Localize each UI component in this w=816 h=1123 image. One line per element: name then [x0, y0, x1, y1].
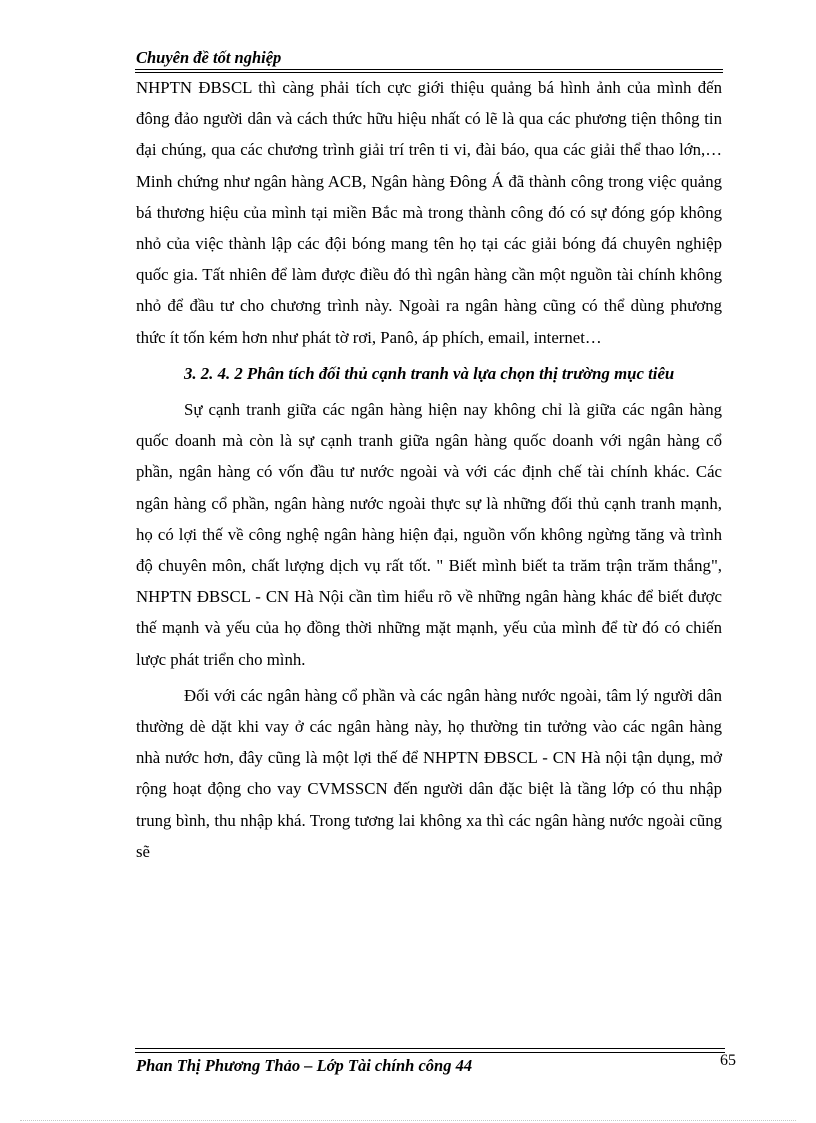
page-bottom-border [20, 1120, 796, 1121]
footer-author: Phan Thị Phương Thảo – Lớp Tài chính công 44 [136, 1056, 473, 1075]
section-heading: 3. 2. 4. 2 Phân tích đối thủ cạnh tranh và lựa chọn thị trường mục tiêu [184, 363, 675, 383]
page-number: 65 [720, 1052, 736, 1069]
body-text [136, 72, 722, 867]
footer-rule [135, 1048, 725, 1049]
header-title: Chuyên đề tốt nghiệp [136, 48, 282, 67]
footer-rule-thin [135, 1052, 725, 1053]
paragraph-2: Sự cạnh tranh giữa các ngân hàng hiện nay không chỉ là giữa các ngân hàng quốc doanh mà còn là sự cạnh tranh giữa ngân hàng quốc doanh với ngân hàng cổ phần, ngân hàng có vốn đầu tư nước ngoài và với các định chế tài chính khác. Các ngân hàng cổ phần, ngân hàng nước ngoài thực sự là những đối thủ cạnh tranh mạnh, họ có lợi thế về công nghệ ngân hàng hiện đại, nguồn vốn không ngừng tăng và trình độ chuyên môn, chất lượng dịch vụ rất tốt. " Biết mình biết ta trăm trận trăm thắng", NHPTN ĐBSCL - CN Hà Nội cần tìm hiểu rõ về những ngân hàng khác để biết được thế mạnh và yếu của họ đồng thời những mặt mạnh, yếu của mình để từ đó có chiến lược phát triển cho mình. [136, 400, 722, 669]
paragraph-3: Đối với các ngân hàng cổ phần và các ngân hàng nước ngoài, tâm lý người dân thường dè dặt khi vay ở các ngân hàng này, họ thường tin tưởng vào các ngân hàng nhà nước hơn, đây cũng là một lợi thế để NHPTN ĐBSCL - CN Hà nội tận dụng, mở rộng hoạt động cho vay CVMSSCN đến người dân đặc biệt là tầng lớp có thu nhập trung bình, thu nhập khá. Trong tương lai không xa thì các ngân hàng nước ngoài cũng sẽ [136, 685, 722, 861]
paragraph-1: NHPTN ĐBSCL thì càng phải tích cực giới thiệu quảng bá hình ảnh của mình đến đông đảo người dân và cách thức hữu hiệu nhất có lẽ là qua các phương tiện thông tin đại chúng, qua các chương trình giải trí trên ti vi, đài báo, qua các giải thể thao lớn,… Minh chứng như ngân hàng ACB, Ngân hàng Đông Á đã thành công trong việc quảng bá thương hiệu của mình tại miền Bắc mà trong thành công đó có sự đóng góp không nhỏ của việc thành lập các đội bóng mang tên họ tại các giải bóng đá chuyên nghiệp quốc gia. Tất nhiên để làm được điều đó thì ngân hàng cần một nguồn tài chính không nhỏ để đầu tư cho chương trình này. Ngoài ra ngân hàng cũng có thể dùng phương thức ít tốn kém hơn như phát tờ rơi, Panô, áp phích, email, internet… [136, 78, 722, 347]
header-rule [135, 69, 723, 70]
